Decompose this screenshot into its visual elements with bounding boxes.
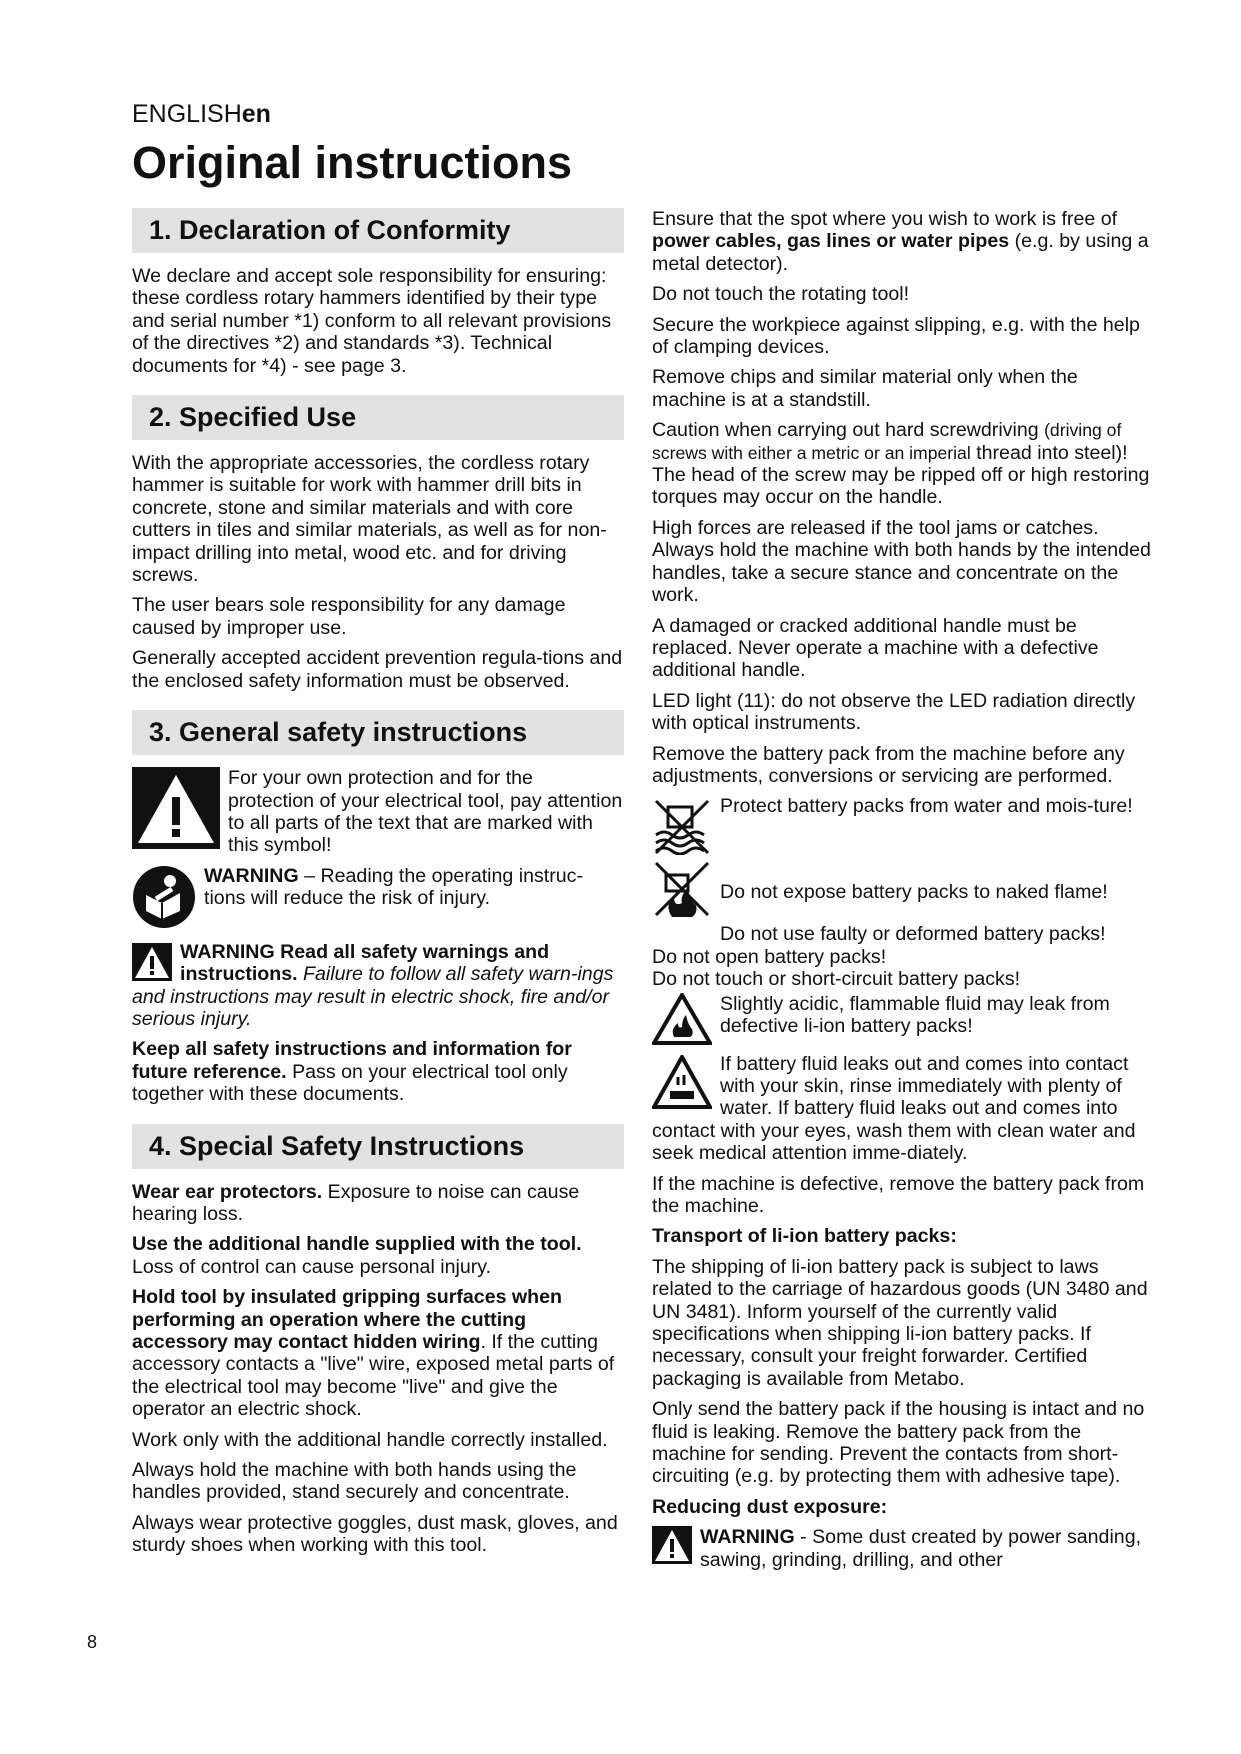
language-code: en [241, 100, 271, 128]
screwdriving-note [652, 419, 1152, 509]
additional-handle-label: Use the additional handle supplied with the tool. [132, 1233, 582, 1256]
handle-installed-text: Work only with the additional handle correctly installed. [132, 1428, 608, 1451]
manual-warning-text: – Reading the operating instruc-tions will reduce the risk of injury. [204, 864, 583, 910]
high-forces-text: High forces are released if the tool jams or catches. Always hold the machine with both hands by the intended handles, take a secure stance and concentrate on the work. [652, 516, 1151, 607]
symbol-note-text: For your own protection and for the protection of your electrical tool, pay attention to all parts of the text that are marked with this symbol! [228, 767, 623, 857]
secure-workpiece-text: Secure the workpiece against slipping, e.g. with the help of clamping devices. [652, 313, 1140, 359]
led-light-text: LED light (11): do not observe the LED radiation directly with optical instruments. [652, 689, 1136, 735]
transport-heading: Transport of li-ion battery packs: [652, 1225, 957, 1248]
specified-use-text: With the appropriate accessories, the cordless rotary hammer is suitable for work with hammer drill bits in concrete, stone and similar materials and with core cutters in tiles and similar materials, as well as for non-impact drilling into metal, wood etc. and for driving screws. [132, 452, 607, 587]
manual-warning-label: WARNING [204, 864, 299, 887]
battery-water-note [652, 795, 1152, 855]
keep-instructions-text: Pass on your electrical tool only together with these documents. [132, 1060, 568, 1106]
keep-instructions-label: Keep all safety instructions and information for future reference. [132, 1038, 572, 1083]
battery-acid-text: Slightly acidic, flammable fluid may leak from defective li-ion battery packs! [720, 992, 1110, 1037]
declaration-text: We declare and accept sole responsibility for ensuring: these cordless rotary hammers identified by their type and serial number *1) conform to all relevant provisions of the directives *2) and standards *3). Technical documents for *4) - see page 3. [132, 265, 612, 377]
hidden-wiring-text: . If the cutting accessory contacts a "live" wire, exposed metal parts of the electrical tool may become "live" and give the operator an electric shock. [132, 1331, 615, 1421]
right-column [652, 208, 1152, 1579]
read-warnings-note [132, 941, 624, 1031]
protective-gear-text: Always wear protective goggles, dust mask, gloves, and sturdy shoes when working with this tool. [132, 1511, 618, 1557]
symbol-note [132, 767, 624, 857]
hidden-lines-bold: power cables, gas lines or water pipes [652, 230, 1010, 253]
additional-handle-text: Loss of control can cause personal injury. [132, 1255, 492, 1278]
hidden-lines-note [652, 208, 1152, 275]
corrosive-icon [652, 1055, 712, 1109]
battery-flame-text: Do not expose battery packs to naked flame! [720, 881, 1108, 904]
ear-protectors-label: Wear ear protectors. [132, 1180, 323, 1203]
read-manual-icon [132, 865, 196, 929]
screwdriving-text-b: thread into steel)! The head of the screw may be ripped off or high restoring torques may occur on the handle. [652, 441, 1150, 509]
battery-flame-note [652, 859, 1152, 919]
ear-protectors-text: Exposure to noise can cause hearing loss. [132, 1180, 580, 1225]
remove-chips-text: Remove chips and similar material only when the machine is at a standstill. [652, 366, 1078, 411]
battery-open-text: Do not open battery packs! [652, 945, 887, 968]
rotating-tool-text: Do not touch the rotating tool! [652, 283, 910, 306]
language-label [132, 100, 271, 129]
battery-fluid-note [652, 1053, 1152, 1165]
language-name: ENGLISH [132, 100, 242, 128]
manual-note [132, 865, 624, 929]
responsibility-text: The user bears sole responsibility for any damage caused by improper use. [132, 594, 566, 639]
battery-fluid-text: If battery fluid leaks out and comes into contact with your skin, rinse immediately with plenty of water. If battery fluid leaks out and comes into contact with your eyes, wash them with clean water and seek medical attention imme-diately. [652, 1052, 1136, 1165]
battery-acid-note [652, 993, 1152, 1045]
page-title: Original instructions [132, 137, 573, 188]
warning-dust-icon [652, 1526, 692, 1564]
no-flame-icon [652, 859, 712, 919]
battery-short-text: Do not touch or short-circuit battery packs! [652, 968, 1021, 991]
damaged-handle-text: A damaged or cracked additional handle must be replaced. Never operate a machine with a defective additional handle. [652, 614, 1099, 682]
both-hands-text: Always hold the machine with both hands using the handles provided, stand securely and concentrate. [132, 1459, 577, 1504]
screwdriving-text-a: Caution when carrying out hard screwdriving [652, 419, 1045, 442]
keep-instructions-note [132, 1038, 624, 1105]
warning-square-icon [132, 767, 220, 849]
dust-warning-text: - Some dust created by power sanding, sawing, grinding, drilling, and other [700, 1526, 1142, 1571]
ear-protectors-note [132, 1181, 624, 1226]
left-column [132, 208, 624, 1565]
battery-faulty-text: Do not use faulty or deformed battery packs! [720, 923, 1106, 946]
dust-warning-label: WARNING [700, 1526, 795, 1549]
section-heading-special-safety: 4. Special Safety Instructions [132, 1124, 624, 1169]
section-heading-declaration: 1. Declaration of Conformity [132, 208, 624, 253]
no-water-icon [652, 795, 712, 855]
dust-warning-note [652, 1526, 1152, 1571]
flammable-icon [652, 993, 712, 1045]
screwdriving-small: (driving of screws with either a metric or an imperial [652, 420, 1122, 463]
section-heading-general-safety: 3. General safety instructions [132, 710, 624, 755]
read-warnings-label: WARNING Read all safety warnings and instructions. [180, 940, 550, 986]
warning-small-icon [132, 943, 172, 981]
dust-heading: Reducing dust exposure: [652, 1495, 888, 1518]
additional-handle-note [132, 1233, 624, 1278]
defective-machine-text: If the machine is defective, remove the battery pack from the machine. [652, 1172, 1145, 1217]
section-heading-specified-use: 2. Specified Use [132, 395, 624, 440]
page-number: 8 [87, 1632, 98, 1652]
hidden-lines-text-a: Ensure that the spot where you wish to work is free of [652, 208, 1118, 230]
accident-prevention-text: Generally accepted accident prevention regula-tions and the enclosed safety information must be observed. [132, 647, 623, 692]
read-warnings-text: Failure to follow all safety warn-ings and instructions may result in electric shock, fire and/or serious injury. [132, 963, 614, 1030]
transport-laws-text: The shipping of li-ion battery pack is subject to laws related to the carriage of hazardous goods (UN 3480 and UN 3481). Inform yourself of the currently valid specifications when shipping li-ion battery packs. If necessary, consult your freight forwarder. Certified packaging is available from Metabo. [652, 1255, 1148, 1390]
remove-battery-text: Remove the battery pack from the machine before any adjustments, conversions or servicing are performed. [652, 742, 1125, 787]
hidden-lines-text-b: (e.g. by using a metal detector). [652, 230, 1149, 275]
hidden-wiring-note [132, 1286, 624, 1420]
send-battery-text: Only send the battery pack if the housing is intact and no fluid is leaking. Remove the battery pack from the machine for sending. Prevent the contacts from short-circuiting (e.g. by protecting them with adhesive tape). [652, 1398, 1145, 1488]
battery-water-text: Protect battery packs from water and mois-ture! [720, 795, 1133, 818]
hidden-wiring-label: Hold tool by insulated gripping surfaces when performing an operation where the cutting accessory may contact hidden wiring [132, 1286, 563, 1353]
